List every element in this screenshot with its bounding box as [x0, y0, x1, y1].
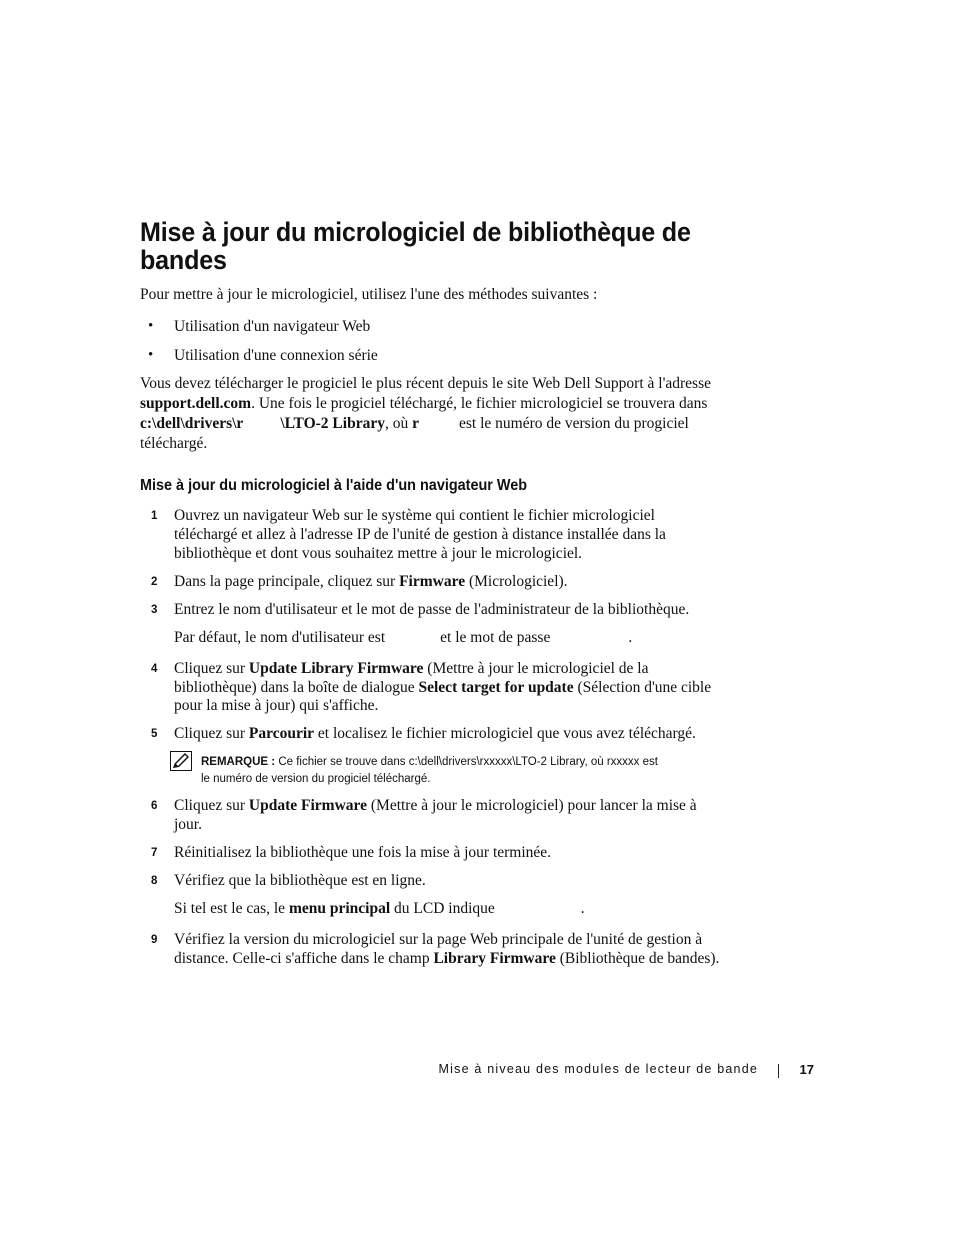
support-link[interactable]: support.dell.com	[140, 395, 252, 412]
step-2-text: Dans la page principale, cliquez sur Firmware (Micrologiciel).	[174, 573, 568, 590]
step-5-text: Cliquez sur Parcourir et localisez le fichier micrologiciel que vous avez téléchargé.	[174, 725, 696, 742]
step-9-line: distance. Celle-ci s'affiche dans le champ Library Firmware (Bibliothèque de bandes).	[174, 950, 720, 967]
step-number: 2	[151, 576, 158, 588]
intro-text: Pour mettre à jour le micrologiciel, utilisez l'une des méthodes suivantes :	[140, 286, 598, 303]
step-6-line: jour.	[174, 816, 202, 833]
step-1-line: bibliothèque et dont vous souhaitez mettre à jour le micrologiciel.	[174, 545, 583, 562]
step-4-line: pour la mise à jour) qui s'affiche.	[174, 697, 379, 714]
step-number: 7	[151, 847, 158, 859]
step-4-line: Cliquez sur Update Library Firmware (Mettre à jour le micrologiciel de la	[174, 660, 649, 677]
step-4-line: bibliothèque) dans la boîte de dialogue Select target for update (Sélection d'une cible	[174, 679, 712, 696]
page-number: 17	[799, 1062, 814, 1077]
step-number: 5	[151, 728, 158, 740]
step-8-text: Vérifiez que la bibliothèque est en ligne.	[174, 872, 426, 889]
step-3-default-credentials: Par défaut, le nom d'utilisateur est et le mot de passe .	[174, 629, 633, 646]
para-line: Vous devez télécharger le progiciel le plus récent depuis le site Web Dell Support à l'adresse	[140, 375, 711, 392]
driver-path: c:\dell\drivers\r	[140, 415, 244, 432]
step-1-line: téléchargé et allez à l'adresse IP de l'unité de gestion à distance installée dans la	[174, 526, 666, 543]
driver-path-suffix: \LTO-2 Library	[280, 415, 385, 432]
bullet-web-browser: Utilisation d'un navigateur Web	[174, 318, 371, 335]
section-subtitle: Mise à jour du micrologiciel à l'aide d'un navigateur Web	[140, 477, 528, 494]
para-line: support.dell.com. Une fois le progiciel téléchargé, le fichier micrologiciel se trouvera dans	[140, 395, 708, 412]
step-7-text: Réinitialisez la bibliothèque une fois la mise à jour terminée.	[174, 844, 552, 861]
step-6-line: Cliquez sur Update Firmware (Mettre à jour le micrologiciel) pour lancer la mise à	[174, 797, 697, 814]
note-line: REMARQUE : Ce fichier se trouve dans c:\dell\drivers\rxxxxx\LTO-2 Library, où rxxxxx est	[201, 756, 658, 768]
bullet-marker: •	[148, 347, 154, 363]
step-1-line: Ouvrez un navigateur Web sur le système qui contient le fichier micrologiciel	[174, 507, 655, 524]
step-number: 8	[151, 875, 158, 887]
step-number: 4	[151, 663, 158, 675]
note-pencil-icon	[170, 751, 192, 771]
note-box	[201, 754, 736, 788]
note-label: REMARQUE :	[201, 756, 279, 768]
page-footer	[380, 1062, 814, 1080]
step-8-subtext: Si tel est le cas, le menu principal du LCD indique .	[174, 900, 585, 917]
step-9-line: Vérifiez la version du micrologiciel sur la page Web principale de l'unité de gestion à	[174, 931, 703, 948]
step-number: 6	[151, 800, 158, 812]
para-line: téléchargé.	[140, 435, 208, 452]
step-number: 9	[151, 934, 158, 946]
step-3-text: Entrez le nom d'utilisateur et le mot de passe de l'administrateur de la bibliothèque.	[174, 601, 690, 618]
bullet-marker: •	[148, 318, 154, 334]
note-line: le numéro de version du progiciel téléchargé.	[201, 773, 431, 785]
footer-separator	[778, 1064, 779, 1078]
page-title: Mise à jour du micrologiciel de bibliothèque de bandes	[140, 217, 691, 275]
bullet-serial: Utilisation d'une connexion série	[174, 347, 378, 364]
step-number: 1	[151, 510, 158, 522]
para-line: c:\dell\drivers\r \LTO-2 Library, où r est le numéro de version du progiciel	[140, 415, 689, 432]
step-number: 3	[151, 604, 158, 616]
footer-section-title: Mise à niveau des modules de lecteur de bande	[438, 1062, 758, 1076]
